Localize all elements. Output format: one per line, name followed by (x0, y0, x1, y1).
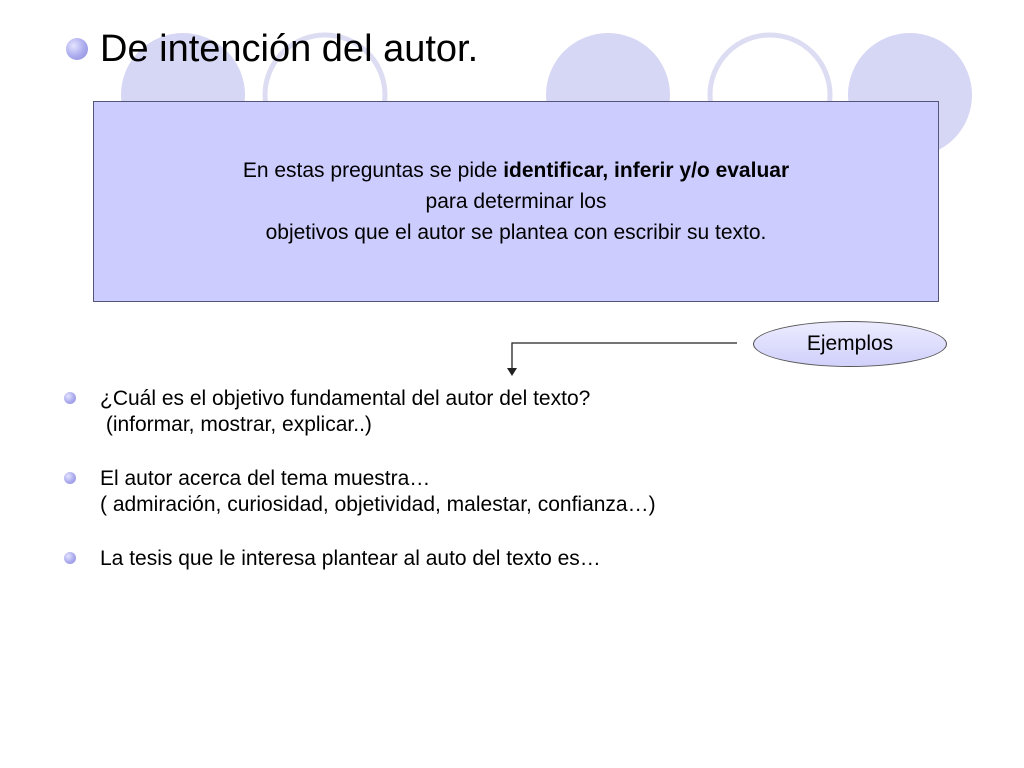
list-item (64, 466, 656, 518)
connector-arrow-icon (500, 336, 750, 380)
page-title: De intención del autor. (100, 28, 479, 70)
info-line-3: objetivos que el autor se plantea con escribir su texto. (265, 221, 767, 244)
info-line-2: para determinar los (425, 190, 607, 213)
list-item (64, 546, 656, 572)
examples-label: Ejemplos (806, 332, 894, 355)
list-item (64, 386, 656, 438)
list-item-line: La tesis que le interesa plantear al auto del texto es… (100, 547, 601, 570)
list-item-line: ¿Cuál es el objetivo fundamental del autor del texto? (100, 387, 591, 410)
bullet-icon (64, 552, 76, 564)
bullet-icon (64, 392, 76, 404)
list-item-line: ( admiración, curiosidad, objetividad, malestar, confianza…) (100, 493, 656, 516)
info-line-1-bold: identificar, inferir y/o evaluar (503, 159, 790, 182)
bullet-icon (66, 38, 88, 60)
list-item-line: El autor acerca del tema muestra… (100, 467, 431, 490)
bullet-icon (64, 472, 76, 484)
heading-row (66, 24, 478, 74)
examples-badge (753, 321, 947, 367)
info-line-1 (243, 155, 789, 186)
question-list (64, 386, 656, 600)
info-line-1-prefix: En estas preguntas se pide (242, 159, 504, 182)
info-box (93, 101, 939, 302)
list-item-line: (informar, mostrar, explicar..) (100, 413, 372, 436)
